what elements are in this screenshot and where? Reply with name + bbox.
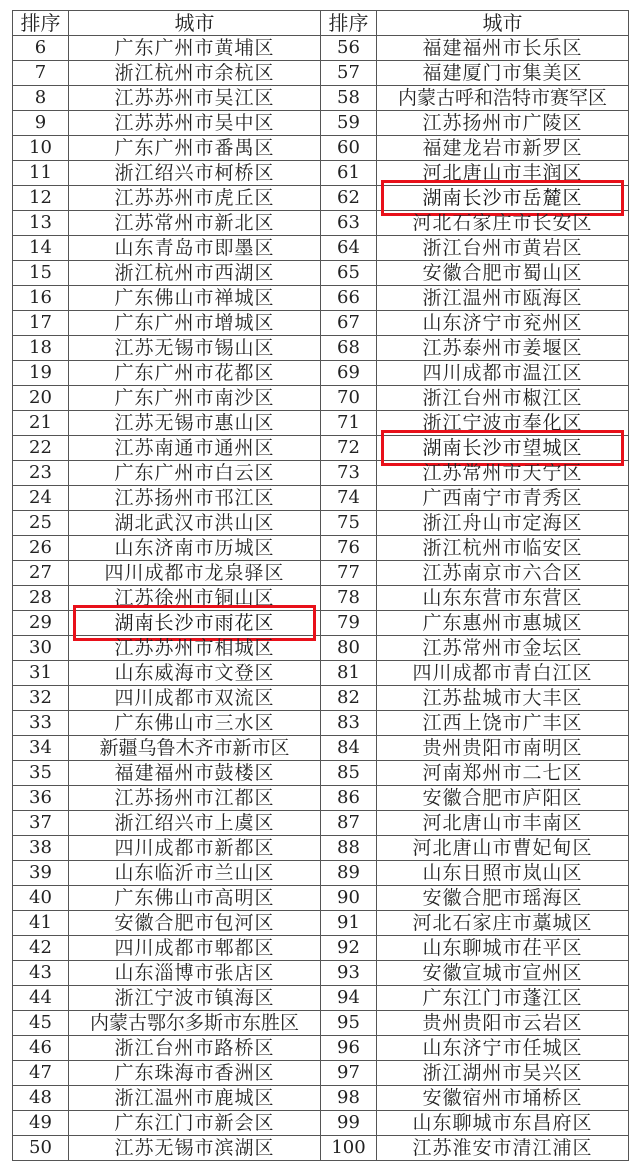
rank-cell: 20 xyxy=(13,386,69,411)
city-cell: 浙江湖州市吴兴区 xyxy=(377,1061,629,1086)
city-cell: 浙江宁波市奉化区 xyxy=(377,411,629,436)
rank-cell: 19 xyxy=(13,361,69,386)
table-row xyxy=(13,861,629,886)
rank-cell: 48 xyxy=(13,1086,69,1111)
rank-cell: 61 xyxy=(321,161,377,186)
table-row xyxy=(13,461,629,486)
city-cell: 江苏扬州市江都区 xyxy=(69,786,321,811)
rank-cell: 26 xyxy=(13,536,69,561)
table-row xyxy=(13,486,629,511)
city-cell: 山东威海市文登区 xyxy=(69,661,321,686)
rank-cell: 44 xyxy=(13,986,69,1011)
rank-cell: 13 xyxy=(13,211,69,236)
rank-cell: 89 xyxy=(321,861,377,886)
city-cell: 浙江杭州市余杭区 xyxy=(69,61,321,86)
city-cell: 河北石家庄市长安区 xyxy=(377,211,629,236)
rank-cell: 94 xyxy=(321,986,377,1011)
rank-cell: 38 xyxy=(13,836,69,861)
rank-cell: 64 xyxy=(321,236,377,261)
table-row xyxy=(13,1086,629,1111)
rank-cell: 40 xyxy=(13,886,69,911)
rank-cell: 79 xyxy=(321,611,377,636)
table-row xyxy=(13,961,629,986)
rank-cell: 10 xyxy=(13,136,69,161)
header-row xyxy=(13,11,629,36)
rank-cell: 49 xyxy=(13,1111,69,1136)
rank-cell: 92 xyxy=(321,936,377,961)
table-row xyxy=(13,561,629,586)
rank-cell: 18 xyxy=(13,336,69,361)
rank-cell: 73 xyxy=(321,461,377,486)
city-cell: 四川成都市新都区 xyxy=(69,836,321,861)
rank-cell: 8 xyxy=(13,86,69,111)
rank-cell: 62 xyxy=(321,186,377,211)
rank-cell: 27 xyxy=(13,561,69,586)
table-row xyxy=(13,286,629,311)
city-cell: 山东日照市岚山区 xyxy=(377,861,629,886)
city-cell: 福建福州市鼓楼区 xyxy=(69,761,321,786)
table-row xyxy=(13,736,629,761)
city-cell: 江苏常州市金坛区 xyxy=(377,636,629,661)
city-cell: 河北唐山市丰南区 xyxy=(377,811,629,836)
city-cell: 浙江绍兴市柯桥区 xyxy=(69,161,321,186)
city-cell: 广东广州市白云区 xyxy=(69,461,321,486)
city-cell: 山东青岛市即墨区 xyxy=(69,236,321,261)
rank-cell: 16 xyxy=(13,286,69,311)
rank-cell: 47 xyxy=(13,1061,69,1086)
city-cell: 江苏苏州市吴中区 xyxy=(69,111,321,136)
city-cell: 河北唐山市丰润区 xyxy=(377,161,629,186)
rank-cell: 24 xyxy=(13,486,69,511)
rank-cell: 59 xyxy=(321,111,377,136)
city-cell: 广东江门市新会区 xyxy=(69,1111,321,1136)
rank-cell: 17 xyxy=(13,311,69,336)
city-cell: 内蒙古鄂尔多斯市东胜区 xyxy=(69,1011,321,1036)
city-cell: 广东广州市番禺区 xyxy=(69,136,321,161)
city-cell: 安徽合肥市庐阳区 xyxy=(377,786,629,811)
rank-cell: 15 xyxy=(13,261,69,286)
rank-cell: 6 xyxy=(13,36,69,61)
city-cell: 浙江杭州市临安区 xyxy=(377,536,629,561)
table-row xyxy=(13,911,629,936)
rank-cell: 72 xyxy=(321,436,377,461)
rank-cell: 80 xyxy=(321,636,377,661)
rank-cell: 7 xyxy=(13,61,69,86)
rank-cell: 36 xyxy=(13,786,69,811)
table-row xyxy=(13,711,629,736)
city-cell: 福建厦门市集美区 xyxy=(377,61,629,86)
table-row xyxy=(13,186,629,211)
table-row xyxy=(13,836,629,861)
city-cell: 河北石家庄市藁城区 xyxy=(377,911,629,936)
city-cell: 山东济宁市任城区 xyxy=(377,1036,629,1061)
city-cell: 山东济南市历城区 xyxy=(69,536,321,561)
rank-cell: 37 xyxy=(13,811,69,836)
city-cell: 安徽合肥市蜀山区 xyxy=(377,261,629,286)
city-cell: 福建龙岩市新罗区 xyxy=(377,136,629,161)
city-cell: 浙江宁波市镇海区 xyxy=(69,986,321,1011)
table-row xyxy=(13,786,629,811)
city-cell: 江苏扬州市广陵区 xyxy=(377,111,629,136)
rank-cell: 43 xyxy=(13,961,69,986)
rank-cell: 95 xyxy=(321,1011,377,1036)
city-cell: 广东佛山市高明区 xyxy=(69,886,321,911)
rank-cell: 65 xyxy=(321,261,377,286)
city-cell: 江苏常州市新北区 xyxy=(69,211,321,236)
city-cell: 江苏南通市通州区 xyxy=(69,436,321,461)
table-row xyxy=(13,36,629,61)
rank-cell: 50 xyxy=(13,1136,69,1161)
rank-cell: 21 xyxy=(13,411,69,436)
rank-cell: 69 xyxy=(321,361,377,386)
city-cell: 山东淄博市张店区 xyxy=(69,961,321,986)
city-cell: 江苏扬州市邗江区 xyxy=(69,486,321,511)
city-cell: 广东珠海市香洲区 xyxy=(69,1061,321,1086)
city-cell: 四川成都市温江区 xyxy=(377,361,629,386)
rank-cell: 83 xyxy=(321,711,377,736)
city-cell: 广东江门市蓬江区 xyxy=(377,986,629,1011)
city-cell: 江苏无锡市惠山区 xyxy=(69,411,321,436)
table-row xyxy=(13,211,629,236)
rank-cell: 22 xyxy=(13,436,69,461)
city-cell: 江苏无锡市滨湖区 xyxy=(69,1136,321,1161)
city-cell: 广东佛山市禅城区 xyxy=(69,286,321,311)
city-cell: 江苏盐城市大丰区 xyxy=(377,686,629,711)
city-cell: 安徽宣城市宣州区 xyxy=(377,961,629,986)
rank-cell: 31 xyxy=(13,661,69,686)
city-cell: 广东广州市增城区 xyxy=(69,311,321,336)
rank-cell: 93 xyxy=(321,961,377,986)
table-row xyxy=(13,1011,629,1036)
city-cell: 山东东营市东营区 xyxy=(377,586,629,611)
rank-cell: 77 xyxy=(321,561,377,586)
city-cell: 山东聊城市东昌府区 xyxy=(377,1111,629,1136)
city-cell: 安徽合肥市瑶海区 xyxy=(377,886,629,911)
table-row xyxy=(13,1111,629,1136)
rank-cell: 78 xyxy=(321,586,377,611)
rank-cell: 57 xyxy=(321,61,377,86)
city-cell: 江苏南京市六合区 xyxy=(377,561,629,586)
city-cell: 浙江台州市路桥区 xyxy=(69,1036,321,1061)
rank-cell: 97 xyxy=(321,1061,377,1086)
city-cell: 浙江温州市瓯海区 xyxy=(377,286,629,311)
table-row xyxy=(13,386,629,411)
highlighted-city-cell: 湖南长沙市岳麓区 xyxy=(377,186,629,211)
table-row xyxy=(13,1061,629,1086)
city-cell: 广东广州市黄埔区 xyxy=(69,36,321,61)
rank-cell: 63 xyxy=(321,211,377,236)
rank-cell: 30 xyxy=(13,636,69,661)
rank-cell: 11 xyxy=(13,161,69,186)
rank-cell: 12 xyxy=(13,186,69,211)
rank-cell: 68 xyxy=(321,336,377,361)
table-row xyxy=(13,61,629,86)
highlighted-city-cell: 湖南长沙市雨花区 xyxy=(69,611,321,636)
rank-cell: 99 xyxy=(321,1111,377,1136)
city-cell: 福建福州市长乐区 xyxy=(377,36,629,61)
rank-header-left: 排序 xyxy=(13,11,69,36)
rank-cell: 58 xyxy=(321,86,377,111)
table-row xyxy=(13,661,629,686)
city-cell: 江苏苏州市相城区 xyxy=(69,636,321,661)
rank-cell: 100 xyxy=(321,1136,377,1161)
city-cell: 浙江温州市鹿城区 xyxy=(69,1086,321,1111)
table-row xyxy=(13,86,629,111)
rank-cell: 9 xyxy=(13,111,69,136)
city-cell: 贵州贵阳市云岩区 xyxy=(377,1011,629,1036)
city-cell: 浙江台州市黄岩区 xyxy=(377,236,629,261)
rank-cell: 98 xyxy=(321,1086,377,1111)
rank-cell: 81 xyxy=(321,661,377,686)
city-cell: 四川成都市青白江区 xyxy=(377,661,629,686)
rank-cell: 90 xyxy=(321,886,377,911)
city-cell: 山东聊城市茌平区 xyxy=(377,936,629,961)
rank-cell: 86 xyxy=(321,786,377,811)
city-cell: 广东惠州市惠城区 xyxy=(377,611,629,636)
rank-cell: 14 xyxy=(13,236,69,261)
city-cell: 广西南宁市青秀区 xyxy=(377,486,629,511)
rank-cell: 84 xyxy=(321,736,377,761)
rank-cell: 23 xyxy=(13,461,69,486)
rank-cell: 71 xyxy=(321,411,377,436)
city-cell: 浙江杭州市西湖区 xyxy=(69,261,321,286)
table-row xyxy=(13,811,629,836)
table-row xyxy=(13,236,629,261)
city-cell: 广东广州市花都区 xyxy=(69,361,321,386)
table-row xyxy=(13,636,629,661)
city-cell: 广东广州市南沙区 xyxy=(69,386,321,411)
rank-cell: 76 xyxy=(321,536,377,561)
table-row xyxy=(13,111,629,136)
rank-cell: 32 xyxy=(13,686,69,711)
city-cell: 贵州贵阳市南明区 xyxy=(377,736,629,761)
table-row xyxy=(13,761,629,786)
city-cell: 江苏常州市天宁区 xyxy=(377,461,629,486)
city-cell: 四川成都市龙泉驿区 xyxy=(69,561,321,586)
city-cell: 广东佛山市三水区 xyxy=(69,711,321,736)
rank-cell: 75 xyxy=(321,511,377,536)
rank-cell: 46 xyxy=(13,1036,69,1061)
table-row xyxy=(13,986,629,1011)
rank-cell: 41 xyxy=(13,911,69,936)
table-row xyxy=(13,261,629,286)
rank-cell: 85 xyxy=(321,761,377,786)
city-cell: 山东临沂市兰山区 xyxy=(69,861,321,886)
rank-cell: 56 xyxy=(321,36,377,61)
table-row xyxy=(13,611,629,636)
city-cell: 江苏淮安市清江浦区 xyxy=(377,1136,629,1161)
rank-cell: 82 xyxy=(321,686,377,711)
table-row xyxy=(13,936,629,961)
city-cell: 浙江绍兴市上虞区 xyxy=(69,811,321,836)
rank-cell: 28 xyxy=(13,586,69,611)
city-header-left: 城市 xyxy=(69,11,321,36)
table-row xyxy=(13,686,629,711)
rank-cell: 33 xyxy=(13,711,69,736)
rank-cell: 66 xyxy=(321,286,377,311)
city-cell: 安徽合肥市包河区 xyxy=(69,911,321,936)
rank-cell: 67 xyxy=(321,311,377,336)
rank-cell: 91 xyxy=(321,911,377,936)
city-cell: 浙江台州市椒江区 xyxy=(377,386,629,411)
rank-cell: 45 xyxy=(13,1011,69,1036)
table-row xyxy=(13,886,629,911)
table-row xyxy=(13,1036,629,1061)
rank-cell: 74 xyxy=(321,486,377,511)
rank-cell: 60 xyxy=(321,136,377,161)
rank-cell: 70 xyxy=(321,386,377,411)
rank-cell: 87 xyxy=(321,811,377,836)
table-row xyxy=(13,136,629,161)
city-cell: 浙江舟山市定海区 xyxy=(377,511,629,536)
table-row xyxy=(13,536,629,561)
city-cell: 山东济宁市兖州区 xyxy=(377,311,629,336)
rank-cell: 35 xyxy=(13,761,69,786)
table-body xyxy=(13,36,629,1161)
city-cell: 四川成都市郫都区 xyxy=(69,936,321,961)
city-cell: 新疆乌鲁木齐市新市区 xyxy=(69,736,321,761)
city-cell: 江苏泰州市姜堰区 xyxy=(377,336,629,361)
table-row xyxy=(13,161,629,186)
rank-cell: 96 xyxy=(321,1036,377,1061)
table-row xyxy=(13,361,629,386)
rank-header-right: 排序 xyxy=(321,11,377,36)
city-cell: 江苏徐州市铜山区 xyxy=(69,586,321,611)
city-cell: 河北唐山市曹妃甸区 xyxy=(377,836,629,861)
city-cell: 江苏苏州市吴江区 xyxy=(69,86,321,111)
rank-cell: 39 xyxy=(13,861,69,886)
city-cell: 江西上饶市广丰区 xyxy=(377,711,629,736)
city-cell: 安徽宿州市埇桥区 xyxy=(377,1086,629,1111)
city-cell: 江苏苏州市虎丘区 xyxy=(69,186,321,211)
city-cell: 江苏无锡市锡山区 xyxy=(69,336,321,361)
table-row xyxy=(13,411,629,436)
rank-cell: 42 xyxy=(13,936,69,961)
city-cell: 内蒙古呼和浩特市赛罕区 xyxy=(377,86,629,111)
table-row xyxy=(13,436,629,461)
table-row xyxy=(13,511,629,536)
table-row xyxy=(13,586,629,611)
rank-cell: 34 xyxy=(13,736,69,761)
district-ranking-table xyxy=(12,10,629,1161)
rank-cell: 29 xyxy=(13,611,69,636)
city-cell: 四川成都市双流区 xyxy=(69,686,321,711)
rank-cell: 88 xyxy=(321,836,377,861)
table-row xyxy=(13,1136,629,1161)
highlighted-city-cell: 湖南长沙市望城区 xyxy=(377,436,629,461)
city-cell: 湖北武汉市洪山区 xyxy=(69,511,321,536)
table-row xyxy=(13,336,629,361)
city-header-right: 城市 xyxy=(377,11,629,36)
table-row xyxy=(13,311,629,336)
city-cell: 河南郑州市二七区 xyxy=(377,761,629,786)
rank-cell: 25 xyxy=(13,511,69,536)
